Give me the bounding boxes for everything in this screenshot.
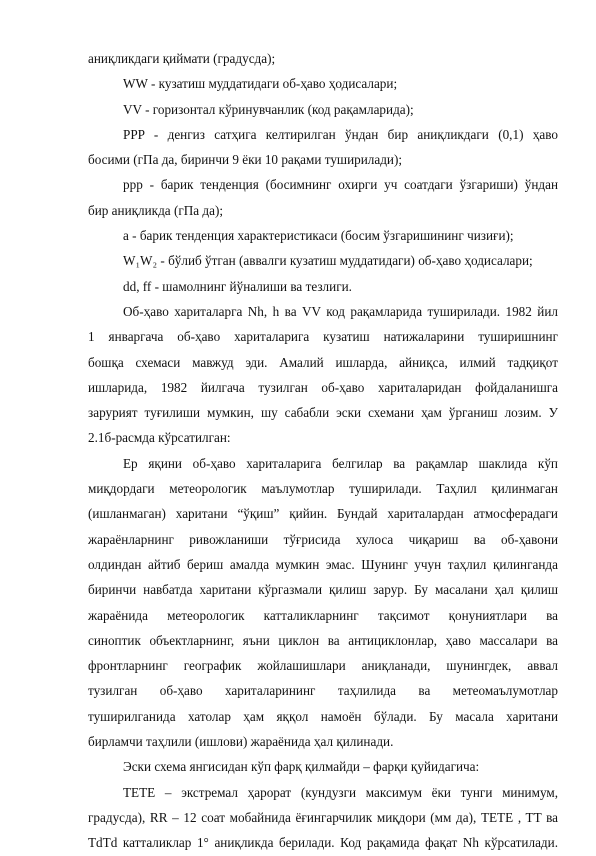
text-line: фронтларнинг географик жойлашишлари аниқланади, шунингдек, аввал <box>88 658 558 674</box>
text-line: (ишланмаган) харитани “ўқиш” қийин. Бундай хариталардан атмосферадаги <box>88 506 558 522</box>
text-line: олдиндан айтиб бериш амалда мумкин эмас. Шунинг учун таҳлил қилинганда <box>88 556 558 572</box>
text-line: миқдордаги метеорологик маълумотлар туширилади. Таҳлил қилинмаган <box>88 481 558 497</box>
text-line: туширилганида хатолар ҳам яққол намоён бўлади. Бу масала харитани <box>88 708 558 724</box>
text-line: ишларида, 1982 йилгача тузилган об-ҳаво хариталаридан фойдаланишга <box>88 379 558 395</box>
text-line: WW - кузатиш муддатидаги об-ҳаво ҳодисалари; <box>123 76 398 92</box>
text-line: босими (гПа да, биринчи 9 ёки 10 рақами туширилади); <box>88 152 403 168</box>
text-line: W₁W₂ - бўлиб ўтган (аввалги кузатиш муддатидаги) об-ҳаво ҳодисалари; <box>123 253 533 269</box>
text-line: 1 январгача об-ҳаво хариталарига кузатиш натижаларини туширишнинг <box>88 329 558 345</box>
text-line: ppp - барик тенденция (босимнинг охирги уч соатдаги ўзгариши) ўндан <box>123 177 558 193</box>
text-line: синоптик объектларнинг, яъни циклон ва антициклонлар, ҳаво массалари ва <box>88 632 558 648</box>
text-line: Об-ҳаво хариталарга Nh, h ва VV код рақамларида туширилади. 1982 йил <box>123 303 558 319</box>
text-line: TdTd катталиклар 1° аниқликда берилади. Код рақамида фақат Nh кўрсатилади. <box>88 835 558 851</box>
text-line: бирламчи таҳлили (ишлови) жараёнида ҳал қилинади. <box>88 734 394 750</box>
text-line: VV - горизонтал кўринувчанлик (код рақамларида); <box>123 101 414 117</box>
document-page <box>88 46 558 856</box>
text-line: тузилган об-ҳаво хариталарининг таҳлилида ва метеомаълумотлар <box>88 683 558 699</box>
text-line: a - барик тенденция характеристикаси (босим ўзгаришининг чизиғи); <box>123 228 514 244</box>
text-line: биринчи навбатда харитани кўргазмали қилиш зарур. Бу масалани ҳал қилиш <box>88 582 558 598</box>
text-line: бошқа схемаси мавжуд эди. Амалий ишларда, айниқса, илмий тадқиқот <box>88 354 558 370</box>
text-line: аниқликдаги қиймати (градусда); <box>88 51 276 66</box>
text-line: Ер яқини об-ҳаво хариталарига белгилар ва рақамлар шаклида кўп <box>123 455 558 471</box>
text-line: TETE – экстремал ҳарорат (кундузги максимум ёки тунги минимум, <box>123 784 558 800</box>
text-line: зарурият туғилиши мумкин, шу сабабли эски схемани ҳам ўрганиш лозим. У <box>88 405 558 421</box>
text-line: жараёнида метеорологик катталикларнинг тақсимот қонуниятлари ва <box>88 607 558 623</box>
text-line: Эски схема янгисидан кўп фарқ қилмайди – фарқи қуйидагича: <box>123 759 480 775</box>
text-line: 2.1б-расмда кўрсатилган: <box>88 430 231 446</box>
text-line: PPP - денгиз сатҳига келтирилган ўндан бир аниқликдаги (0,1) ҳаво <box>123 126 558 142</box>
text-line: градусда), RR – 12 соат мобайнида ёғингарчилик миқдори (мм да), TETE , TT ва <box>88 809 558 825</box>
text-line: жараёнларнинг ривожланиши тўғрисида хулоса чиқариш ва об-ҳавони <box>88 531 558 547</box>
text-line: бир аниқликда (гПа да); <box>88 202 224 218</box>
text-line: dd, ff - шамолнинг йўналиши ва тезлиги. <box>123 278 352 294</box>
